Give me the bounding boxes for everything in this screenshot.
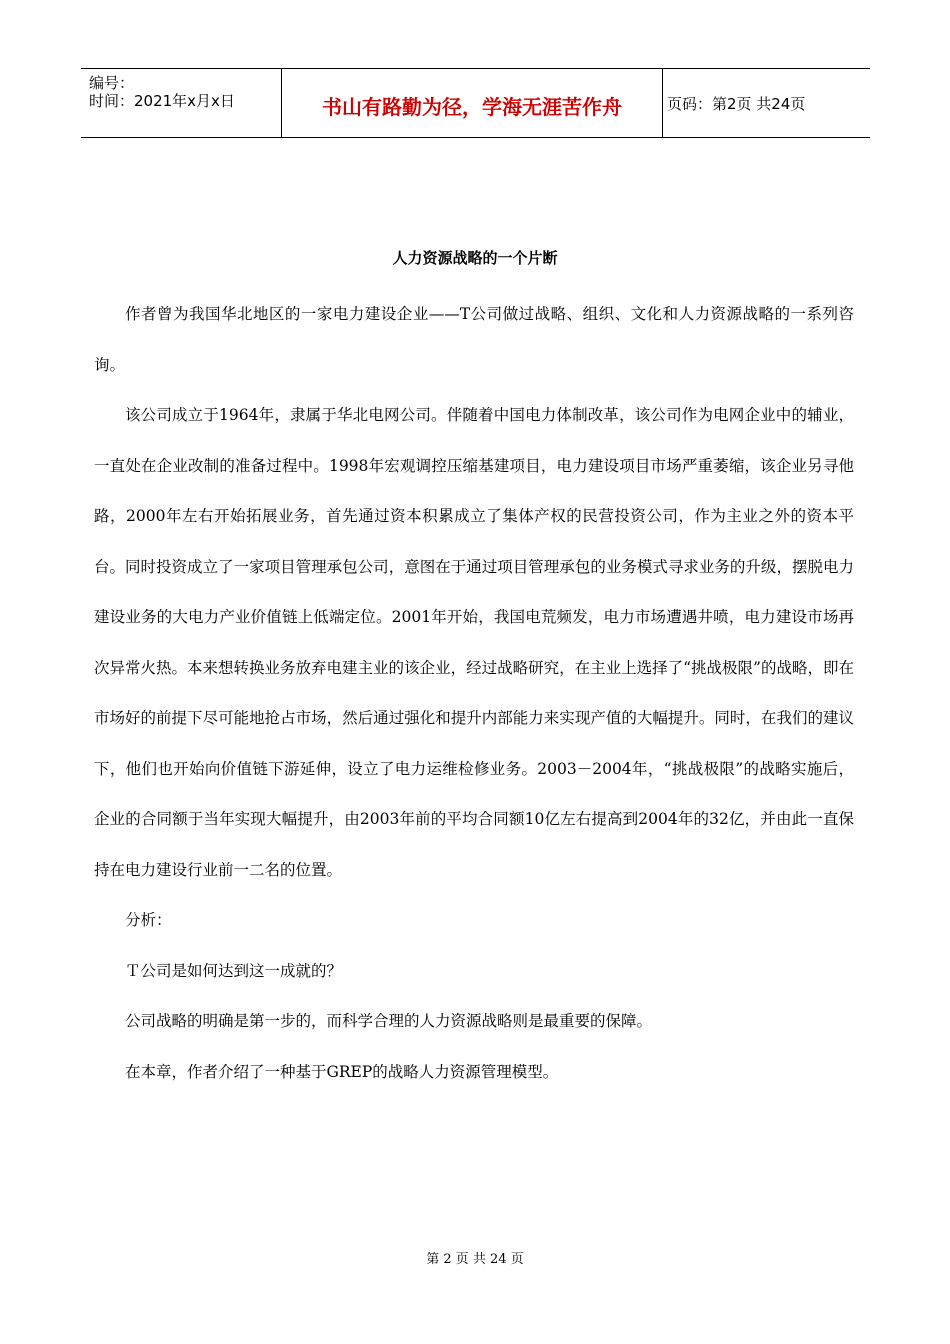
paragraph: 公司战略的明确是第一步的，而科学合理的人力资源战略则是最重要的保障。: [125, 1012, 653, 1030]
article-body: [94, 289, 854, 1097]
document-number-label: 编号：: [89, 74, 135, 92]
paragraph: 分析：: [125, 911, 172, 929]
paragraph: 该公司成立于1964年，隶属于华北电网公司。伴随着中国电力体制改革，该公司作为电网企业中的辅业，一直处在企业改制的准备过程中。1998年宏观调控压缩基建项目，电力建设项目市场严重萎缩，该企业另寻他路，2000年左右开始拓展业务，首先通过资本积累成立了集体产权的民营投资公司，作为主业之外的资本平台。同时投资成立了一家项目管理承包公司，意图在于通过项目管理承包的业务模式寻求业务的升级，摆脱电力建设业务的大电力产业价值链上低端定位。2001年开始，我国电荒频发，电力市场遭遇井喷，电力建设市场再次异常火热。本来想转换业务放弃电建主业的该企业，经过战略研究，在主业上选择了“挑战极限”的战略，即在市场好的前提下尽可能地抢占市场，然后通过强化和提升内部能力来实现产值的大幅提升。同时，在我们的建议下，他们也开始向价值链下游延伸，设立了电力运维检修业务。2003－2004年，“挑战极限”的战略实施后，企业的合同额于当年实现大幅提升，由2003年前的平均合同额10亿左右提高到2004年的32亿，并由此一直保持在电力建设行业前一二名的位置。: [94, 406, 854, 879]
article-title: 人力资源战略的一个片断: [392, 249, 558, 267]
page-footer: 第 2 页 共 24 页: [426, 1252, 524, 1267]
header-meta-cell: [81, 69, 282, 137]
document-header: [81, 68, 870, 138]
paragraph: Ｔ公司是如何达到这一成就的？: [125, 961, 343, 980]
header-page-cell: [663, 69, 870, 137]
header-page-info: 页码：第2页 共24页: [667, 95, 806, 113]
header-slogan-cell: [282, 69, 663, 137]
paragraph: 在本章，作者介绍了一种基于GREP的战略人力资源管理模型。: [125, 1062, 559, 1081]
header-slogan: 书山有路勤为径，学海无涯苦作舟: [322, 95, 622, 119]
document-date-label: 时间：2021年x月x日: [89, 92, 235, 110]
paragraph: 作者曾为我国华北地区的一家电力建设企业——T公司做过战略、组织、文化和人力资源战略的一系列咨询。: [94, 305, 854, 374]
